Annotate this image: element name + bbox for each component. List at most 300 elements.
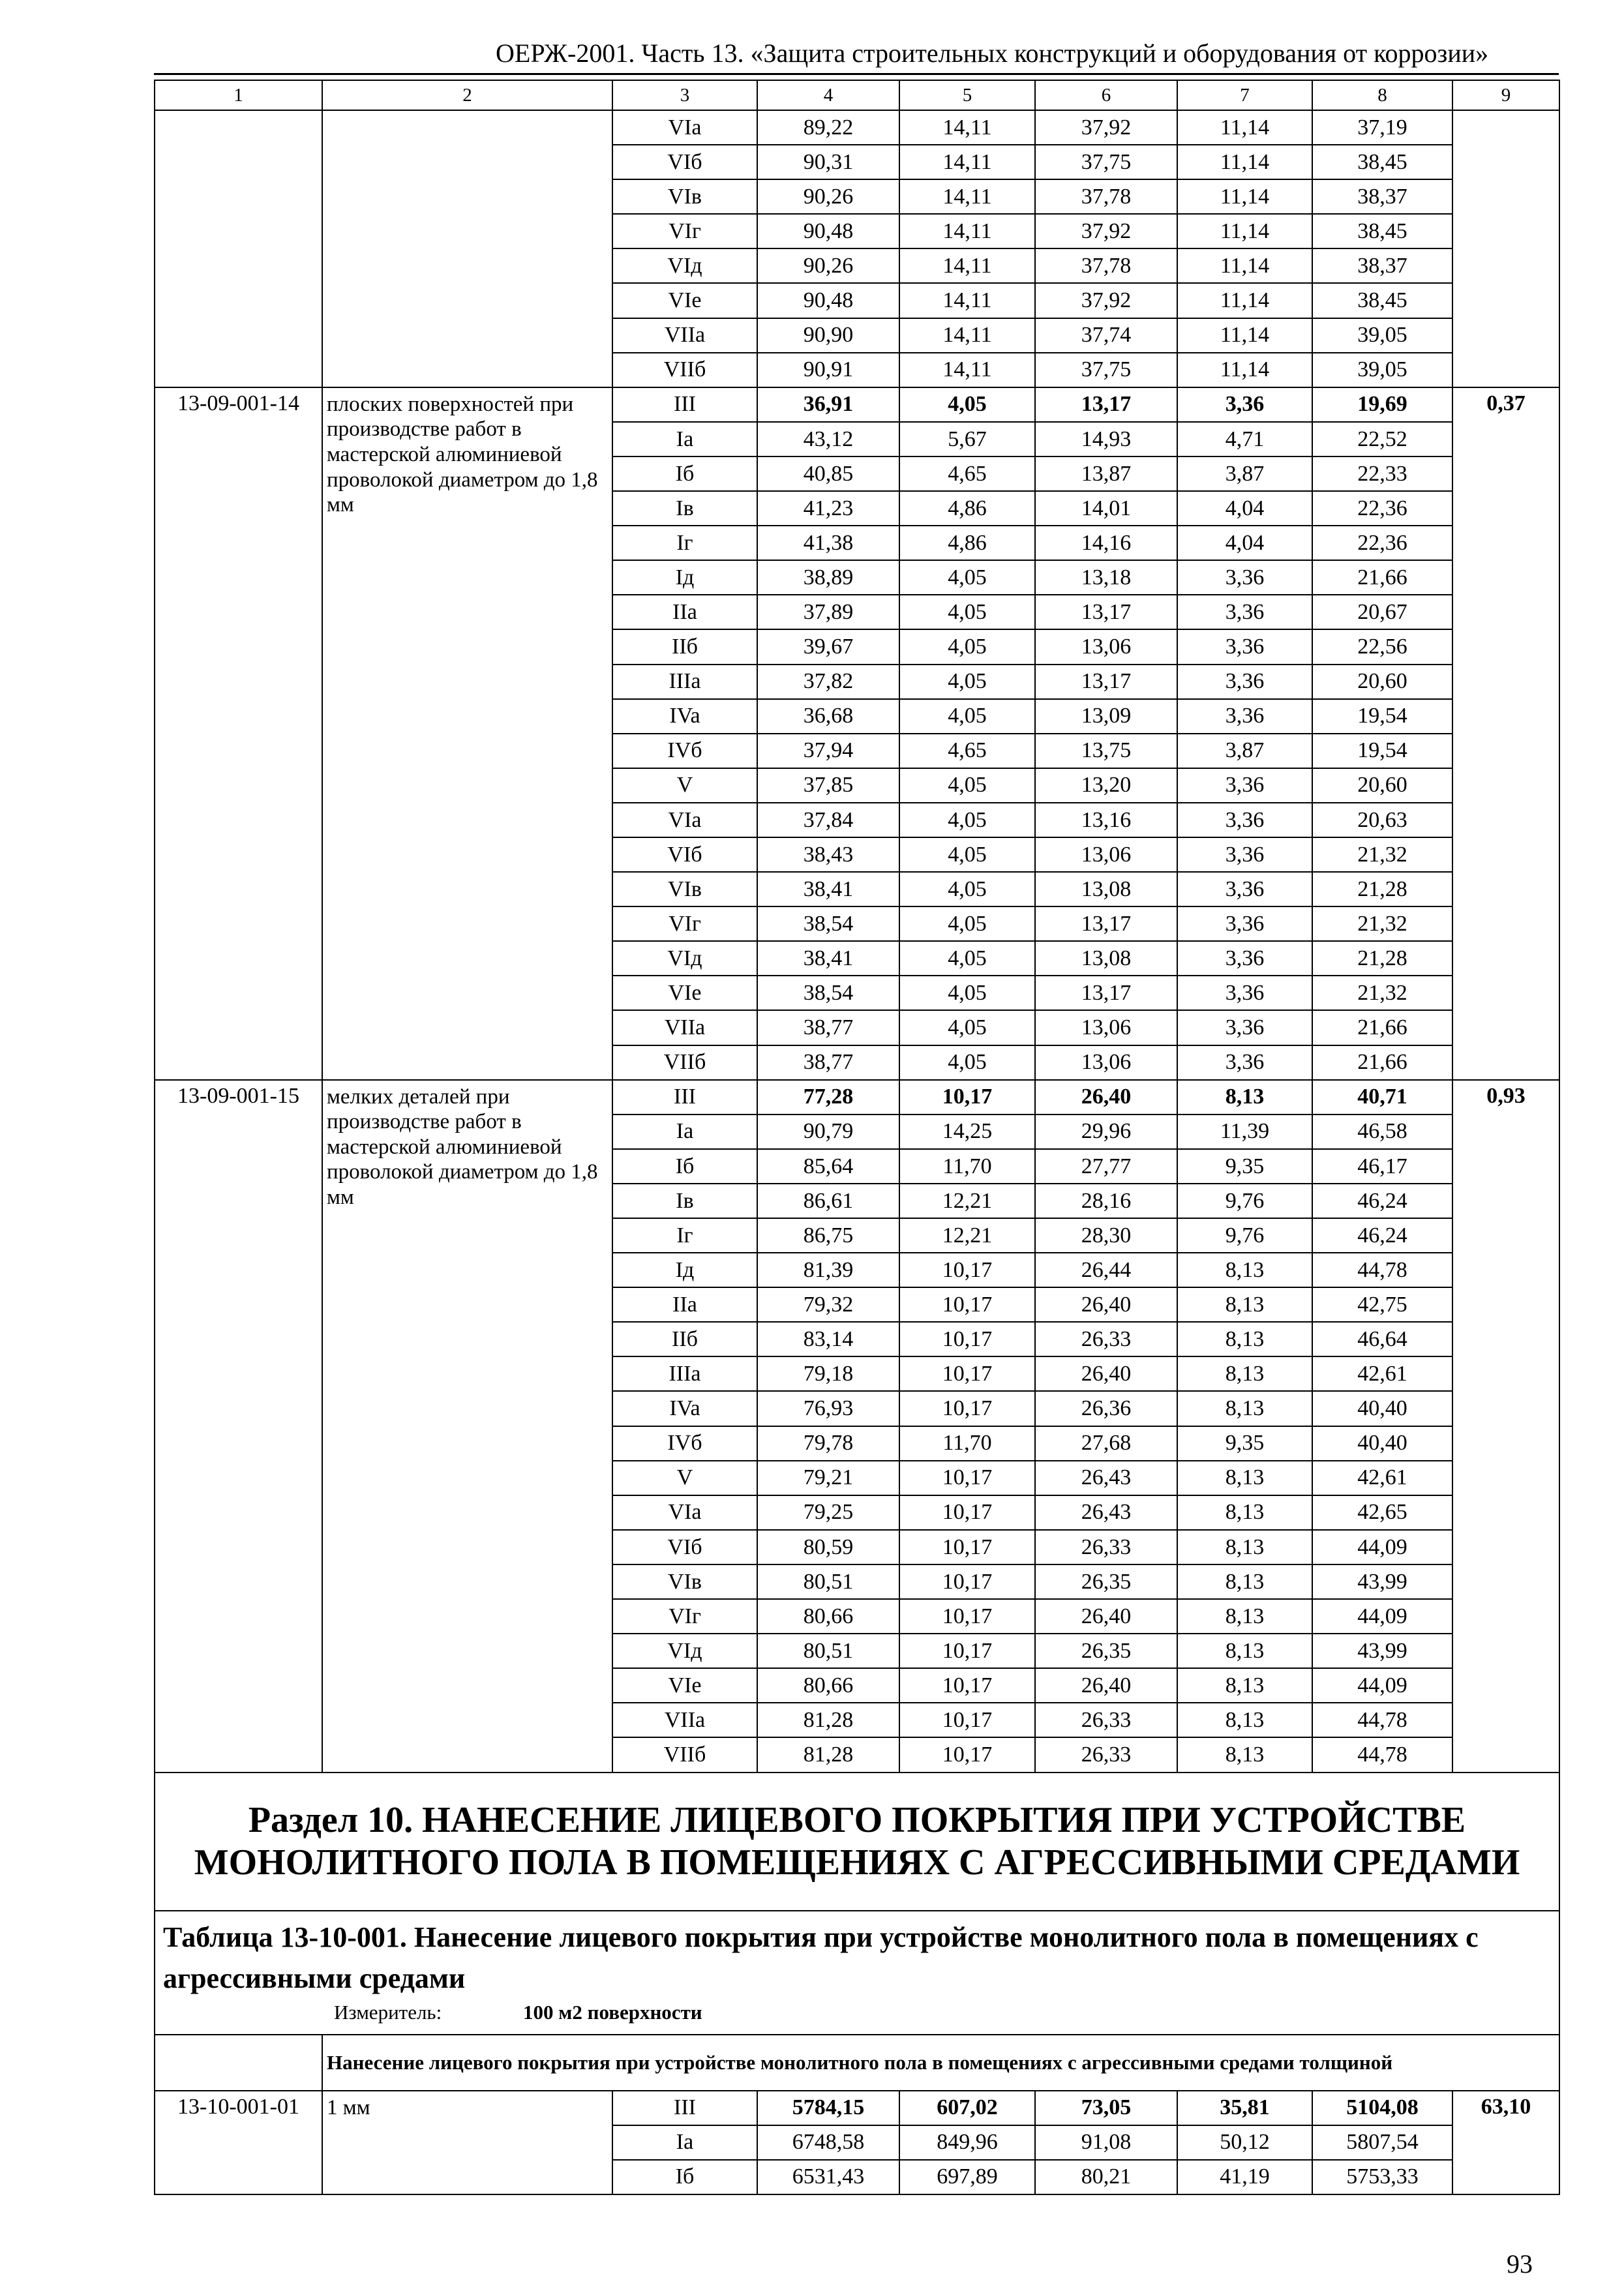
value-cell: 90,26 [757, 248, 899, 283]
value-cell: 26,33 [1035, 1737, 1177, 1772]
value-cell: 38,45 [1312, 283, 1452, 318]
col9-value: 0,93 [1452, 1080, 1559, 1773]
value-cell: 4,86 [899, 491, 1035, 526]
value-cell: 20,67 [1312, 595, 1452, 629]
value-cell: 13,75 [1035, 734, 1177, 768]
value-cell: 14,11 [899, 214, 1035, 248]
value-cell: 37,78 [1035, 179, 1177, 214]
value-cell: 14,11 [899, 353, 1035, 387]
rate-code: 13-09-001-14 [155, 387, 322, 1080]
value-cell: 22,52 [1312, 422, 1452, 456]
value-cell: 37,74 [1035, 318, 1177, 353]
value-cell: 19,54 [1312, 699, 1452, 734]
value-cell: 43,99 [1312, 1564, 1452, 1599]
zone-cell: Iг [612, 526, 757, 560]
value-cell: 90,31 [757, 145, 899, 179]
value-cell: 13,87 [1035, 456, 1177, 491]
value-cell: 38,37 [1312, 179, 1452, 214]
zone-cell: V [612, 1461, 757, 1495]
value-cell: 11,70 [899, 1426, 1035, 1461]
value-cell: 26,43 [1035, 1461, 1177, 1495]
value-cell: 29,96 [1035, 1115, 1177, 1149]
unit-line [163, 2002, 1551, 2024]
value-cell: 80,51 [757, 1634, 899, 1668]
value-cell: 607,02 [899, 2091, 1035, 2125]
value-cell: 38,45 [1312, 145, 1452, 179]
code-cell-empty [155, 110, 322, 387]
value-cell: 80,51 [757, 1564, 899, 1599]
value-cell: 14,11 [899, 318, 1035, 353]
value-cell: 10,17 [899, 1253, 1035, 1287]
value-cell: 38,41 [757, 941, 899, 976]
value-cell: 46,24 [1312, 1184, 1452, 1218]
zone-cell: VIв [612, 179, 757, 214]
column-number: 4 [757, 80, 899, 110]
zone-cell: VIг [612, 906, 757, 941]
value-cell: 3,36 [1177, 941, 1312, 976]
column-number: 2 [322, 80, 612, 110]
value-cell: 20,63 [1312, 803, 1452, 837]
zone-cell: Iд [612, 1253, 757, 1287]
value-cell: 3,36 [1177, 629, 1312, 664]
value-cell: 26,40 [1035, 1287, 1177, 1322]
value-cell: 4,05 [899, 629, 1035, 664]
value-cell: 43,99 [1312, 1634, 1452, 1668]
value-cell: 38,54 [757, 976, 899, 1010]
value-cell: 37,92 [1035, 110, 1177, 145]
value-cell: 21,66 [1312, 1010, 1452, 1045]
value-cell: 86,75 [757, 1218, 899, 1253]
zone-cell: IIIa [612, 665, 757, 699]
col9-cell-empty [1452, 110, 1559, 387]
value-cell: 85,64 [757, 1149, 899, 1184]
value-cell: 14,25 [899, 1115, 1035, 1149]
value-cell: 42,61 [1312, 1356, 1452, 1391]
value-cell: 13,17 [1035, 906, 1177, 941]
zone-cell: VIг [612, 214, 757, 248]
value-cell: 20,60 [1312, 665, 1452, 699]
value-cell: 4,04 [1177, 526, 1312, 560]
value-cell: 9,76 [1177, 1184, 1312, 1218]
value-cell: 9,76 [1177, 1218, 1312, 1253]
value-cell: 11,14 [1177, 353, 1312, 387]
value-cell: 79,32 [757, 1287, 899, 1322]
value-cell: 39,05 [1312, 318, 1452, 353]
value-cell: 38,45 [1312, 214, 1452, 248]
value-cell: 8,13 [1177, 1322, 1312, 1356]
value-cell: 90,90 [757, 318, 899, 353]
value-cell: 13,08 [1035, 872, 1177, 906]
value-cell: 26,36 [1035, 1391, 1177, 1426]
value-cell: 14,11 [899, 179, 1035, 214]
value-cell: 46,17 [1312, 1149, 1452, 1184]
value-cell: 40,40 [1312, 1391, 1452, 1426]
value-cell: 8,13 [1177, 1391, 1312, 1426]
value-cell: 26,40 [1035, 1668, 1177, 1703]
value-cell: 4,05 [899, 768, 1035, 803]
value-cell: 10,17 [899, 1564, 1035, 1599]
value-cell: 14,93 [1035, 422, 1177, 456]
zone-cell: Iб [612, 1149, 757, 1184]
value-cell: 41,38 [757, 526, 899, 560]
value-cell: 44,78 [1312, 1737, 1452, 1772]
table-row [155, 110, 1559, 145]
zone-cell: VIд [612, 1634, 757, 1668]
value-cell: 13,17 [1035, 595, 1177, 629]
table-heading-cell [155, 1911, 1559, 2035]
value-cell: 77,28 [757, 1080, 899, 1115]
value-cell: 42,61 [1312, 1461, 1452, 1495]
value-cell: 8,13 [1177, 1564, 1312, 1599]
value-cell: 37,82 [757, 665, 899, 699]
value-cell: 8,13 [1177, 1737, 1312, 1772]
value-cell: 10,17 [899, 1737, 1035, 1772]
value-cell: 41,19 [1177, 2160, 1312, 2194]
value-cell: 5104,08 [1312, 2091, 1452, 2125]
value-cell: 21,32 [1312, 906, 1452, 941]
value-cell: 12,21 [899, 1184, 1035, 1218]
value-cell: 37,84 [757, 803, 899, 837]
zone-cell: III [612, 1080, 757, 1115]
value-cell: 14,11 [899, 110, 1035, 145]
value-cell: 3,36 [1177, 906, 1312, 941]
value-cell: 21,28 [1312, 941, 1452, 976]
value-cell: 9,35 [1177, 1426, 1312, 1461]
zone-cell: IIa [612, 595, 757, 629]
value-cell: 86,61 [757, 1184, 899, 1218]
value-cell: 4,05 [899, 1045, 1035, 1080]
value-cell: 21,32 [1312, 837, 1452, 872]
value-cell: 39,67 [757, 629, 899, 664]
value-cell: 81,28 [757, 1737, 899, 1772]
value-cell: 26,33 [1035, 1530, 1177, 1564]
value-cell: 90,48 [757, 214, 899, 248]
value-cell: 10,17 [899, 1461, 1035, 1495]
value-cell: 22,36 [1312, 491, 1452, 526]
value-cell: 73,05 [1035, 2091, 1177, 2125]
value-cell: 5,67 [899, 422, 1035, 456]
value-cell: 3,36 [1177, 976, 1312, 1010]
value-cell: 10,17 [899, 1080, 1035, 1115]
value-cell: 11,14 [1177, 248, 1312, 283]
zone-cell: Iв [612, 1184, 757, 1218]
zone-cell: VIд [612, 941, 757, 976]
value-cell: 3,36 [1177, 665, 1312, 699]
value-cell: 38,54 [757, 906, 899, 941]
value-cell: 5807,54 [1312, 2125, 1452, 2160]
table-row [155, 1080, 1559, 1115]
zone-cell: VIIa [612, 318, 757, 353]
running-header: ОЕРЖ-2001. Часть 13. «Защита строительных конструкций и оборудования от коррозии» [496, 38, 1489, 68]
zone-cell: VIe [612, 1668, 757, 1703]
value-cell: 40,85 [757, 456, 899, 491]
value-cell: 13,20 [1035, 768, 1177, 803]
value-cell: 8,13 [1177, 1703, 1312, 1737]
value-cell: 8,13 [1177, 1530, 1312, 1564]
rate-code: 13-10-001-01 [155, 2091, 322, 2194]
value-cell: 4,65 [899, 456, 1035, 491]
value-cell: 19,54 [1312, 734, 1452, 768]
value-cell: 8,13 [1177, 1668, 1312, 1703]
subheading-text: Нанесение лицевого покрытия при устройстве монолитного пола в помещениях с агрессивными средами толщиной [322, 2035, 1559, 2091]
zone-cell: IVб [612, 734, 757, 768]
value-cell: 37,85 [757, 768, 899, 803]
value-cell: 26,35 [1035, 1634, 1177, 1668]
value-cell: 8,13 [1177, 1080, 1312, 1115]
zone-cell: VIг [612, 1599, 757, 1634]
value-cell: 39,05 [1312, 353, 1452, 387]
value-cell: 35,81 [1177, 2091, 1312, 2125]
value-cell: 4,05 [899, 803, 1035, 837]
value-cell: 3,36 [1177, 803, 1312, 837]
value-cell: 5784,15 [757, 2091, 899, 2125]
value-cell: 8,13 [1177, 1461, 1312, 1495]
value-cell: 27,77 [1035, 1149, 1177, 1184]
value-cell: 89,22 [757, 110, 899, 145]
value-cell: 38,77 [757, 1045, 899, 1080]
value-cell: 8,13 [1177, 1634, 1312, 1668]
value-cell: 4,05 [899, 699, 1035, 734]
value-cell: 13,08 [1035, 941, 1177, 976]
zone-cell: IVa [612, 699, 757, 734]
value-cell: 3,87 [1177, 734, 1312, 768]
value-cell: 13,06 [1035, 1010, 1177, 1045]
value-cell: 11,39 [1177, 1115, 1312, 1149]
value-cell: 5753,33 [1312, 2160, 1452, 2194]
section-title: Раздел 10. НАНЕСЕНИЕ ЛИЦЕВОГО ПОКРЫТИЯ ПРИ УСТРОЙСТВЕ МОНОЛИТНОГО ПОЛА В ПОМЕЩЕНИЯХ С АГРЕССИВНЫМИ СРЕДАМИ [155, 1773, 1559, 1911]
value-cell: 80,66 [757, 1599, 899, 1634]
value-cell: 3,36 [1177, 837, 1312, 872]
zone-cell: IIa [612, 1287, 757, 1322]
value-cell: 4,05 [899, 976, 1035, 1010]
value-cell: 21,28 [1312, 872, 1452, 906]
value-cell: 38,77 [757, 1010, 899, 1045]
zone-cell: Iв [612, 491, 757, 526]
value-cell: 37,92 [1035, 214, 1177, 248]
zone-cell: VIe [612, 976, 757, 1010]
header-rule [154, 73, 1559, 75]
value-cell: 13,06 [1035, 837, 1177, 872]
column-number: 5 [899, 80, 1035, 110]
value-cell: 79,25 [757, 1495, 899, 1530]
value-cell: 46,64 [1312, 1322, 1452, 1356]
value-cell: 10,17 [899, 1530, 1035, 1564]
value-cell: 3,36 [1177, 768, 1312, 803]
zone-cell: IVa [612, 1391, 757, 1426]
value-cell: 4,05 [899, 872, 1035, 906]
zone-cell: VIIa [612, 1010, 757, 1045]
value-cell: 4,04 [1177, 491, 1312, 526]
zone-cell: VIa [612, 110, 757, 145]
zone-cell: VIa [612, 1495, 757, 1530]
zone-cell: VIIб [612, 353, 757, 387]
value-cell: 697,89 [899, 2160, 1035, 2194]
value-cell: 10,17 [899, 1356, 1035, 1391]
value-cell: 11,14 [1177, 110, 1312, 145]
value-cell: 11,14 [1177, 283, 1312, 318]
value-cell: 10,17 [899, 1391, 1035, 1426]
rate-code: 13-09-001-15 [155, 1080, 322, 1773]
description-cell-empty [322, 110, 612, 387]
value-cell: 76,93 [757, 1391, 899, 1426]
zone-cell: III [612, 387, 757, 422]
column-number: 1 [155, 80, 322, 110]
value-cell: 90,79 [757, 1115, 899, 1149]
value-cell: 81,28 [757, 1703, 899, 1737]
value-cell: 81,39 [757, 1253, 899, 1287]
zone-cell: V [612, 768, 757, 803]
value-cell: 13,09 [1035, 699, 1177, 734]
value-cell: 4,86 [899, 526, 1035, 560]
zone-cell: IVб [612, 1426, 757, 1461]
column-number: 6 [1035, 80, 1177, 110]
value-cell: 3,36 [1177, 699, 1312, 734]
zone-cell: VIд [612, 248, 757, 283]
value-cell: 4,65 [899, 734, 1035, 768]
value-cell: 44,09 [1312, 1599, 1452, 1634]
zone-cell: Iг [612, 1218, 757, 1253]
table-row [155, 2091, 1559, 2125]
value-cell: 40,40 [1312, 1426, 1452, 1461]
value-cell: 11,14 [1177, 318, 1312, 353]
value-cell: 3,36 [1177, 1045, 1312, 1080]
value-cell: 3,36 [1177, 595, 1312, 629]
value-cell: 10,17 [899, 1495, 1035, 1530]
value-cell: 3,36 [1177, 560, 1312, 595]
value-cell: 11,14 [1177, 214, 1312, 248]
value-cell: 26,35 [1035, 1564, 1177, 1599]
value-cell: 22,36 [1312, 526, 1452, 560]
zone-cell: VIIб [612, 1045, 757, 1080]
value-cell: 90,48 [757, 283, 899, 318]
section-row [155, 1773, 1559, 1911]
column-number: 3 [612, 80, 757, 110]
zone-cell: Ia [612, 1115, 757, 1149]
zone-cell: VIa [612, 803, 757, 837]
value-cell: 13,16 [1035, 803, 1177, 837]
value-cell: 22,56 [1312, 629, 1452, 664]
value-cell: 38,37 [1312, 248, 1452, 283]
value-cell: 12,21 [899, 1218, 1035, 1253]
zone-cell: VIб [612, 145, 757, 179]
value-cell: 8,13 [1177, 1287, 1312, 1322]
value-cell: 4,05 [899, 595, 1035, 629]
value-cell: 8,13 [1177, 1599, 1312, 1634]
subheading-row [155, 2035, 1559, 2091]
page-number: 93 [1507, 2249, 1533, 2279]
value-cell: 28,16 [1035, 1184, 1177, 1218]
value-cell: 13,18 [1035, 560, 1177, 595]
value-cell: 13,17 [1035, 976, 1177, 1010]
zone-cell: VIб [612, 1530, 757, 1564]
value-cell: 6748,58 [757, 2125, 899, 2160]
value-cell: 90,91 [757, 353, 899, 387]
value-cell: 10,17 [899, 1287, 1035, 1322]
work-description: плоских поверхностей при производстве работ в мастерской алюминиевой проволокой диаметром до 1,8 мм [322, 387, 612, 1080]
value-cell: 14,01 [1035, 491, 1177, 526]
value-cell: 90,26 [757, 179, 899, 214]
table-title-row [155, 1911, 1559, 2035]
value-cell: 849,96 [899, 2125, 1035, 2160]
value-cell: 36,68 [757, 699, 899, 734]
value-cell: 8,13 [1177, 1253, 1312, 1287]
value-cell: 8,13 [1177, 1356, 1312, 1391]
value-cell: 26,33 [1035, 1703, 1177, 1737]
value-cell: 37,78 [1035, 248, 1177, 283]
value-cell: 13,06 [1035, 1045, 1177, 1080]
zone-cell: IIб [612, 629, 757, 664]
col9-value: 0,37 [1452, 387, 1559, 1080]
rates-table [154, 80, 1560, 2195]
value-cell: 50,12 [1177, 2125, 1312, 2160]
value-cell: 26,40 [1035, 1356, 1177, 1391]
zone-cell: III [612, 2091, 757, 2125]
value-cell: 38,89 [757, 560, 899, 595]
value-cell: 4,05 [899, 560, 1035, 595]
value-cell: 13,06 [1035, 629, 1177, 664]
zone-cell: VIв [612, 1564, 757, 1599]
column-number-row [155, 80, 1559, 110]
value-cell: 42,75 [1312, 1287, 1452, 1322]
value-cell: 79,18 [757, 1356, 899, 1391]
value-cell: 4,71 [1177, 422, 1312, 456]
zone-cell: VIб [612, 837, 757, 872]
value-cell: 21,66 [1312, 1045, 1452, 1080]
table-title: Таблица 13-10-001. Нанесение лицевого покрытия при устройстве монолитного пола в помещениях с агрессивными средами [163, 1921, 1479, 1995]
value-cell: 10,17 [899, 1703, 1035, 1737]
value-cell: 44,09 [1312, 1668, 1452, 1703]
value-cell: 3,36 [1177, 1010, 1312, 1045]
work-description: 1 мм [322, 2091, 612, 2194]
value-cell: 46,58 [1312, 1115, 1452, 1149]
zone-cell: Ia [612, 422, 757, 456]
value-cell: 10,17 [899, 1668, 1035, 1703]
value-cell: 3,36 [1177, 872, 1312, 906]
column-number: 9 [1452, 80, 1559, 110]
value-cell: 80,66 [757, 1668, 899, 1703]
value-cell: 42,65 [1312, 1495, 1452, 1530]
value-cell: 36,91 [757, 387, 899, 422]
zone-cell: VIe [612, 283, 757, 318]
value-cell: 21,32 [1312, 976, 1452, 1010]
zone-cell: IIб [612, 1322, 757, 1356]
table-row [155, 387, 1559, 422]
value-cell: 26,40 [1035, 1599, 1177, 1634]
value-cell: 37,75 [1035, 145, 1177, 179]
zone-cell: VIв [612, 872, 757, 906]
value-cell: 9,35 [1177, 1149, 1312, 1184]
value-cell: 37,19 [1312, 110, 1452, 145]
value-cell: 4,05 [899, 387, 1035, 422]
value-cell: 10,17 [899, 1322, 1035, 1356]
value-cell: 26,44 [1035, 1253, 1177, 1287]
value-cell: 26,33 [1035, 1322, 1177, 1356]
value-cell: 4,05 [899, 906, 1035, 941]
value-cell: 4,05 [899, 837, 1035, 872]
value-cell: 14,11 [899, 248, 1035, 283]
value-cell: 80,21 [1035, 2160, 1177, 2194]
value-cell: 4,05 [899, 665, 1035, 699]
value-cell: 11,14 [1177, 179, 1312, 214]
value-cell: 19,69 [1312, 387, 1452, 422]
value-cell: 4,05 [899, 941, 1035, 976]
zone-cell: Ia [612, 2125, 757, 2160]
zone-cell: Iб [612, 456, 757, 491]
work-description: мелких деталей при производстве работ в мастерской алюминиевой проволокой диаметром до 1,8 мм [322, 1080, 612, 1773]
value-cell: 37,92 [1035, 283, 1177, 318]
value-cell: 43,12 [757, 422, 899, 456]
value-cell: 14,16 [1035, 526, 1177, 560]
